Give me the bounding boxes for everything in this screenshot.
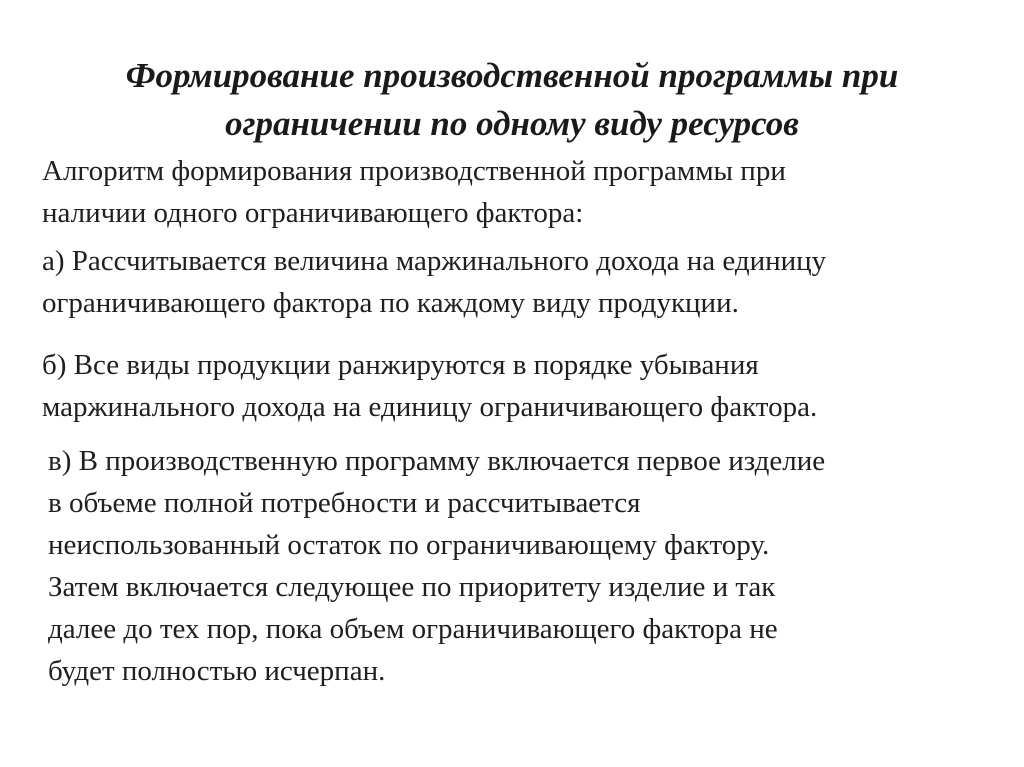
step-c-line-2: в объеме полной потребности и рассчитывается — [48, 487, 641, 519]
intro-paragraph — [42, 150, 786, 234]
slide-title-line-1: Формирование производственной программы при — [125, 56, 899, 95]
slide-title-line-2: ограничении по одному виду ресурсов — [225, 104, 799, 143]
step-b-paragraph — [42, 344, 817, 428]
step-b-line-1: б) Все виды продукции ранжируются в порядке убывания — [42, 349, 759, 381]
intro-line-1: Алгоритм формирования производственной программы при — [42, 155, 786, 187]
step-c-line-5: далее до тех пор, пока объем ограничивающего фактора не — [48, 613, 778, 645]
slide-title — [40, 52, 984, 148]
step-a-line-2: ограничивающего фактора по каждому виду продукции. — [42, 287, 739, 319]
step-c-line-1: в) В производственную программу включается первое изделие — [48, 445, 826, 477]
step-c-line-3: неиспользованный остаток по ограничивающему фактору. — [48, 529, 770, 561]
step-c-paragraph — [48, 440, 825, 692]
step-c-line-6: будет полностью исчерпан. — [48, 655, 386, 687]
step-a-paragraph — [42, 240, 826, 324]
step-b-line-2: маржинального дохода на единицу ограничивающего фактора. — [42, 391, 818, 423]
step-a-line-1: а) Рассчитывается величина маржинального дохода на единицу — [42, 245, 827, 277]
intro-line-2: наличии одного ограничивающего фактора: — [42, 197, 584, 229]
step-c-line-4: Затем включается следующее по приоритету изделие и так — [48, 571, 776, 603]
